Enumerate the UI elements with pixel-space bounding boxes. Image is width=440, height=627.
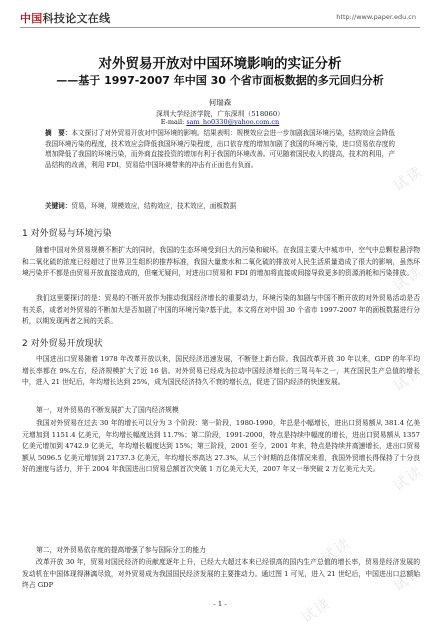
keywords <box>45 201 395 211</box>
email-label: E-mail: <box>160 118 185 126</box>
keywords-text: 贸易，环境，规模效应，结构效应，技术效应，面板数据 <box>71 202 237 210</box>
author-name: 何瑞森 <box>208 98 232 107</box>
watermark: 试读 <box>390 263 427 295</box>
paragraph: 我国对外贸易在过去 30 年的增长可以分为 3 个阶段：第一阶段，1980-1990，年总是小幅增长，进出口贸易额从 381.4 亿美元增加到 1151.4 亿美元，年均增长幅度达到 11.7%；第二阶段，1991-2000，特点是持续中幅度的增长，进出口贸易额从 1357 亿美元增加到 4742.9 亿美元，年均增长幅度达到 15%；第三阶段，2001 至今，2001 年来，特点是持续并高速增长，进出口贸易额从 5096.5 亿美元增加到 21737.3 亿美元，年均增长率高达 27.3%，从三个时期的总体情况来看，我国外贸增长得保持了十分良好的速度与活力，并于 2004 年我国进出口贸易总额首次突破 1 万亿美元大关，2007 年又一举突破 2 万亿美元大关。 <box>22 419 420 474</box>
paragraph: 我们这里要探讨的是：贸易的不断开放作为推动我国经济增长的重要动力，环境污染的加剧与中国不断开放的对外贸易活动是否有关系，或者对外贸易的不断加大是否加剧了中国的环境污染?基于此，本文将在对中国 30 个省市 1997-2007 年的面板数据进行分析，以期发现两者之间的关系。 <box>22 294 420 326</box>
watermark: 试读 <box>348 425 385 457</box>
page-header <box>0 0 440 36</box>
author-affiliation: 深圳大学经济学院，广东深圳（518060） <box>156 110 284 118</box>
header-divider <box>20 27 420 28</box>
paragraph: 随着中国对外贸易规模不断扩大的同时，我国的生态环境受到日大的污染和破坏。在我国主要大中城市中，空气中总颗粒悬浮物和二氧化硫的浓度已经超过了世界卫生组织的推荐标准，我国大量废水和二氧化硫的排放对人民生活质量造成了很大的影响，虽然环境污染并不都是由贸易开放直接造成的，但毫无疑问，对进出口贸易和 FDI 的增加将直接或间接导致更多的资源消耗和污染排放。 <box>22 246 420 278</box>
watermark: 试读 <box>390 463 427 495</box>
section-heading: 1 对外贸易与环境污染 <box>22 229 112 239</box>
abstract <box>45 128 395 170</box>
email-link[interactable]: sam_ho0330@yahoo.com.cn <box>186 118 280 126</box>
paragraph: 中国进出口贸易随着 1978 年改革开放以来，国民经济迅速发展，不断登上新台阶。我国改革开放 30 年以来，GDP 的年平均增长率都在 9%左右，经济规模扩大了近 16 倍。对外贸易已经成为拉动中国经济增长的三驾马车之一，其在国民生产总值的增长中，进入 21 世纪后，年均增长达到 25%，成为国民经济持久不衰的增长点，促进了国内经济的快速发展。 <box>22 355 420 387</box>
watermark: 试读 <box>298 595 335 627</box>
watermark: 试读 <box>390 563 427 595</box>
watermark: 试读 <box>390 163 427 195</box>
paper-title: 对外贸易开放对中国环境影响的实证分析 <box>98 56 342 72</box>
page-number: - 1 - <box>213 600 227 608</box>
site-url[interactable]: http://www.paper.edu.cn <box>336 13 416 21</box>
paper-subtitle: ——基于 1997-2007 年中国 30 个省市面板数据的多元回归分析 <box>56 74 384 87</box>
abstract-label: 摘 要： <box>45 129 72 137</box>
site-logo[interactable]: 中国科技论文在线 <box>20 12 111 25</box>
paragraph: 改革开放 30 年，贸易对国民经济的贡献度逐年上升，已经大大超过本来已经很高的国内生产总值的增长率，贸易是经济发展的发动机在中国体现得淋漓尽致，对外贸易成为我国国民经济发展的主要推动力。通过图 1 可见，进入 21 世纪后，中国进出口总额始终占 GDP <box>22 558 420 590</box>
abstract-text: 本文探讨了对外贸易开放对中国环境的影响。结果表明：规模效应会进一步加剧我国环境污染，结构效应会降低我国环境污染的程度，技术效应会降低我国环境污染程度，出口依存度的增加加剧了我国的环境污染，进口贸易依存度的增加降低了我国的环境污染，而外商直接投资的增加有利于我国的环境改善。可见随着国民收入的提高，技术的利用，产品结构的改善，利用 FDI，贸易给中国环境带来的冲击有正面也有负面。 <box>45 129 396 169</box>
subsection-heading: 第一，对外贸易的不断发展扩大了国内经济规模 <box>36 406 179 414</box>
keywords-label: 关键词： <box>45 202 72 210</box>
author-email <box>0 118 440 126</box>
watermark: 试读 <box>390 363 427 395</box>
watermark: 试读 <box>318 535 355 567</box>
subsection-heading: 第二，对外贸易依存度的提高增强了参与国际分工的能力 <box>36 546 206 554</box>
section-heading: 2 对外贸易开放现状 <box>22 339 103 349</box>
